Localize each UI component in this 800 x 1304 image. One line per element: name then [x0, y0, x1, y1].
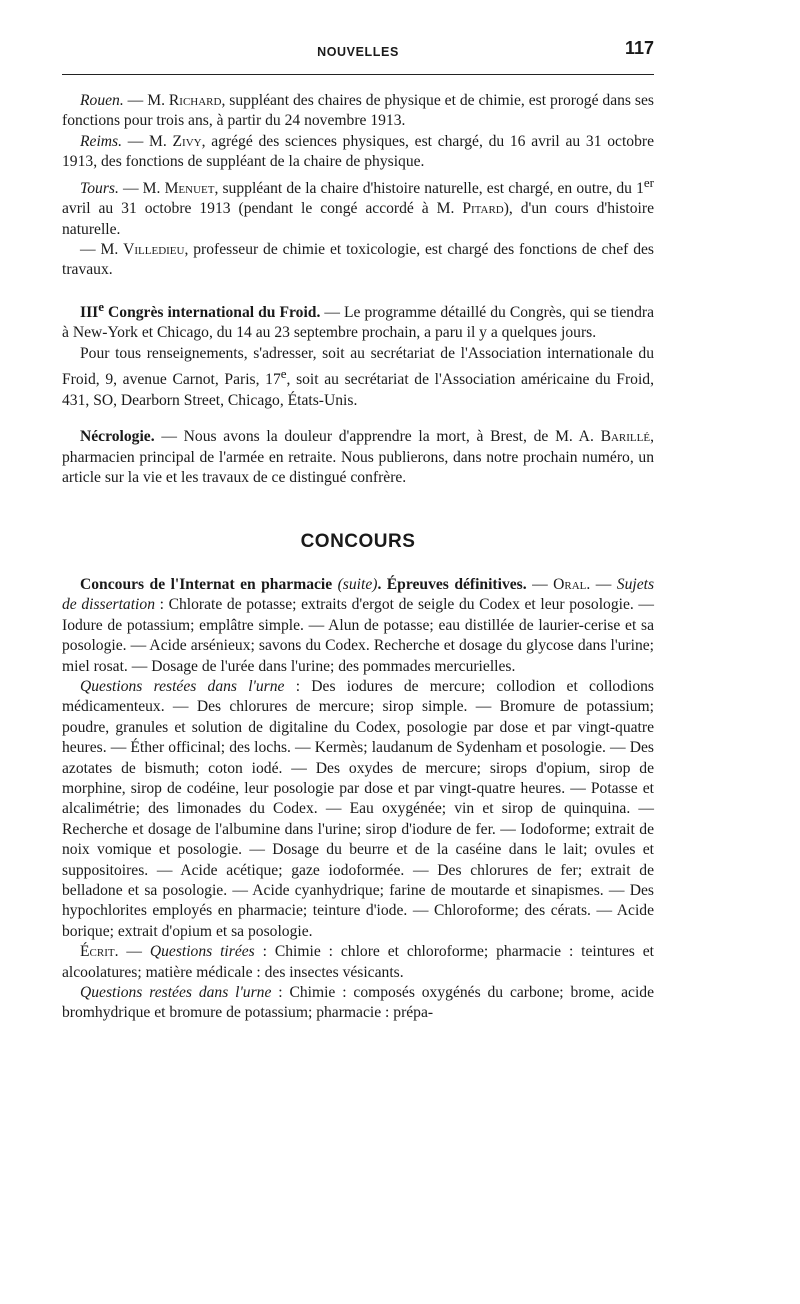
person-name: Barillé	[600, 428, 651, 446]
place-tours: Tours.	[80, 179, 119, 197]
text: — M.	[123, 92, 169, 109]
journal-page	[62, 38, 654, 1024]
section-heading: CONCOURS	[300, 531, 416, 553]
text: , professeur de chimie et toxicologie, est chargé des fonctions de chef des travaux.	[62, 241, 654, 279]
necrologie-title: Nécrologie.	[80, 428, 155, 446]
superscript: e	[280, 366, 287, 382]
tirees-label: Questions tirées	[149, 943, 255, 961]
place-reims: Reims.	[80, 132, 123, 150]
concours-title	[80, 576, 527, 593]
concours-oral: Concours de l'Internat en pharmacie (suite). Épreuves définitives. — Oral. — Sujets de dissertation : Chlorate de potasse; extraits d'ergot de seigle du Codex et leur posologie. — Iodure de potassium; emplâtre simple. — Alun de potasse; eau distillée de laurier-cerise et sa posologie. — Acide arsénieux; savons du Codex. Recherche et dosage du glycose dans l'urine; miel rosat. — Dosage de l'urée dans l'urine; des pommades mercurielles.	[62, 575, 655, 675]
text: : Chlorate de potasse; extraits d'ergot de seigle du Codex et leur posologie. — Iodure de potassium; emplâtre simple. — Alun de potasse; eau distillée de laurier-cerise et sa posologie. — Acide arsénieux; savons du Codex. Recherche et dosage du glycose dans l'urine; miel rosat. — Dosage de l'urée dans l'urine; des pommades mercurielles.	[62, 596, 655, 675]
concours-urne-ecrit	[62, 983, 654, 1024]
text: , suppléant de la chaire d'histoire naturelle, est chargé, en outre, du 1	[214, 179, 644, 197]
title-text: Concours de l'Internat en pharmacie	[80, 575, 333, 593]
text: : Des iodures de mercure; collodion et collodions médicamenteux. — Des chlorures de mercure; sirop simple. — Bromure de potassium; poudre, granules et solution de digitaline du Codex, posologie par dose et par vingt-quatre heures. — Éther officinal; des lochs. — Kermès; laudanum de Sydenham et posologie. — Des azotates de bismuth; coton iodé. — Des oxydes de mercure; sirops d'opium, sirop de morphine, sirop de codéine, leur posologie par dose et par vingt-quatre heures. — Potasse et alcalimétrie; des limonades du Codex. — Eau oxygénée; vin et sirop de quinquina. — Recherche et dosage de l'albumine dans l'urine; sirop d'iodure de fer. — Iodoforme; extrait de noix vomique et posologie. — Dosage du beurre et de la caséine dans le lait; ovules et suppositoires. — Acide acétique; gaze iodoformée. — Des chlorures de fer; extrait de belladone et sa posologie. — Acide cyanhydrique; farine de moutarde et sinapismes. — Des hypochlorites employés en pharmacie; teinture d'iode. — Chloroforme; des cérats. — Acide borique; extrait d'opium et sa posologie.	[62, 677, 654, 940]
text: ), d'un cours d'histoire naturelle.	[62, 200, 654, 238]
text: : Chimie : chlore et chloroforme; pharmacie : teintures et alcoolatures; matière médicale : des insectes vésicants.	[62, 943, 654, 981]
text: — M.	[118, 179, 165, 197]
text: — M.	[80, 241, 124, 259]
congres-title	[80, 298, 321, 322]
urne-label: Questions restées dans l'urne	[80, 984, 272, 1001]
nomination-tours	[62, 173, 654, 240]
text: — M.	[122, 132, 173, 150]
text: Pour tous renseignements, s'adresser, soit au secrétariat de l'Association internationale du Froid, 9, avenue Carnot, Paris, 17	[62, 344, 654, 389]
dissertation-label: Sujets de dissertation	[62, 575, 655, 614]
ecrit-label: Écrit.	[80, 943, 119, 961]
title-roman: III	[80, 304, 99, 322]
necrologie-paragraph	[62, 427, 654, 488]
person-name: Menuet	[164, 179, 215, 197]
header-rule	[62, 74, 654, 75]
nomination-reims	[62, 132, 654, 173]
page-header	[62, 38, 654, 64]
text: — Nous avons la douleur d'apprendre la mort, à Brest, de M. A.	[154, 428, 601, 446]
urne-label: Questions restées dans l'urne	[80, 677, 285, 695]
person-name: Pitard	[462, 200, 504, 218]
page-number: 117	[624, 38, 654, 58]
place-rouen: Rouen.	[80, 92, 124, 109]
text: , suppléant des chaires de physique et de chimie, est prorogé dans ses fonctions pour trois ans, à partir du 24 novembre 1913.	[62, 92, 654, 130]
title-text: Congrès international du Froid.	[104, 304, 321, 322]
person-name: Zivy	[172, 132, 202, 150]
text: avril au 31 octobre 1913 (pendant le congé accordé à M.	[62, 200, 463, 218]
person-name: Villedieu	[123, 241, 185, 259]
nomination-villedieu	[62, 240, 654, 281]
concours-urne	[62, 677, 654, 942]
oral-label: Oral.	[553, 575, 591, 593]
text: , pharmacien principal de l'armée en retraite. Nous publierons, dans notre prochain numéro, un article sur la vie et les travaux de ce distingué confrère.	[62, 428, 654, 487]
text: — Le programme détaillé du Congrès, qui se tiendra à New-York et Chicago, du 14 au 23 septembre prochain, a paru il y a quelques jours.	[62, 304, 654, 342]
concours-ecrit: Écrit. — Questions tirées : Chimie : chlore et chloroforme; pharmacie : teintures et alcoolatures; matière médicale : des insectes vésicants.	[62, 943, 654, 981]
text: , agrégé des sciences physiques, est chargé, du 16 avril au 31 octobre 1913, des fonctions de suppléant de la chaire de physique.	[62, 132, 654, 171]
title-suite: (suite)	[337, 575, 378, 593]
text: : Chimie : composés oxygénés du carbone; brome, acide bromhydrique et bromure de potassium; pharmacie : prépa-	[62, 984, 654, 1022]
text: , soit au secrétariat de l'Association américaine du Froid, 431, SO, Dearborn Street, Chicago, États-Unis.	[62, 371, 654, 409]
title-text: . Épreuves définitives.	[377, 575, 527, 593]
nomination-rouen	[62, 91, 654, 132]
congres-paragraph	[62, 297, 654, 344]
person-name: Richard	[168, 92, 222, 109]
congres-contact	[62, 344, 654, 411]
superscript: er	[643, 174, 654, 190]
superscript: e	[98, 298, 104, 314]
running-title: NOUVELLES	[317, 45, 399, 59]
